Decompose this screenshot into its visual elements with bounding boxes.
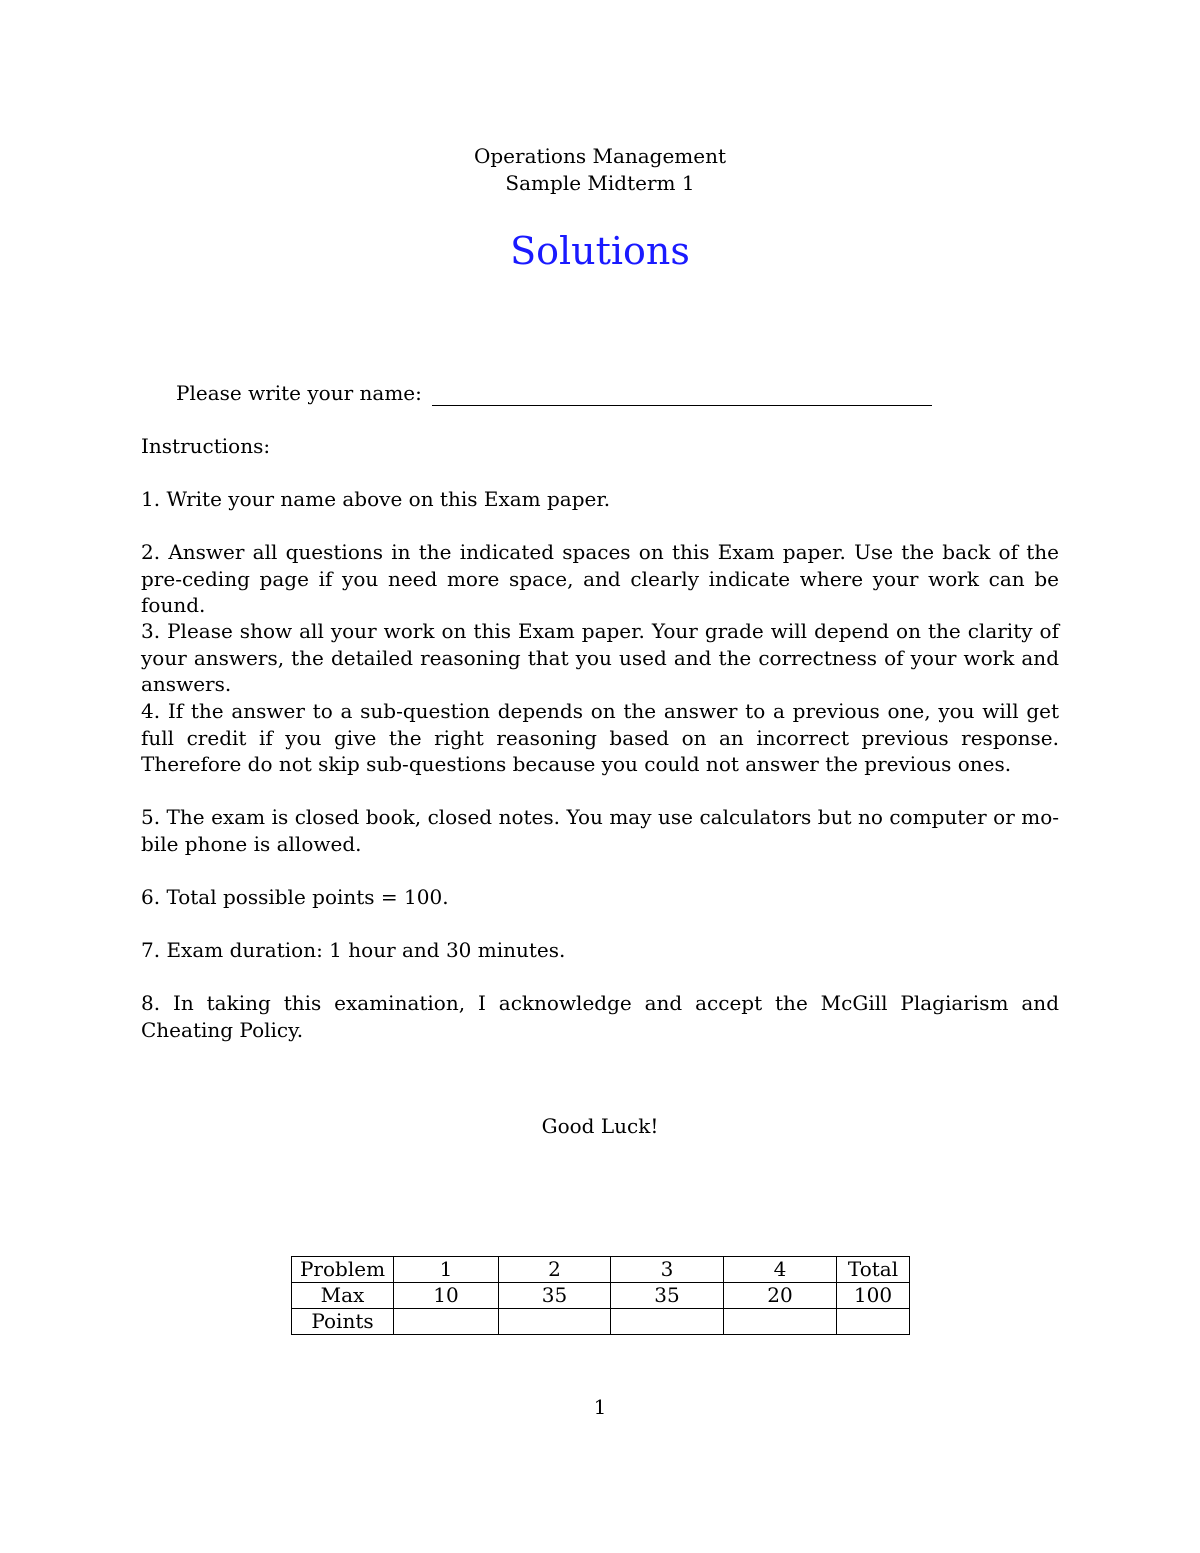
solutions-heading: Solutions — [510, 229, 690, 273]
table-cell: 10 — [394, 1283, 499, 1309]
page-number: 1 — [593, 1395, 607, 1419]
points-entry-cell — [611, 1309, 724, 1335]
table-cell: 2 — [499, 1257, 611, 1283]
table-cell: 4 — [724, 1257, 837, 1283]
score-table — [291, 1256, 910, 1335]
table-cell: 20 — [724, 1283, 837, 1309]
name-blank-line — [432, 387, 932, 406]
table-row — [292, 1257, 910, 1283]
table-cell: 3 — [611, 1257, 724, 1283]
table-row — [292, 1309, 910, 1335]
table-cell: 35 — [499, 1283, 611, 1309]
instruction-item: 4. If the answer to a sub-question depends on the answer to a previous one, you will get full credit if you give the right reasoning based on an incorrect previous response. Therefore do not skip sub-questions because you could not answer the previous ones. — [141, 699, 1059, 776]
table-cell: Points — [292, 1309, 394, 1335]
table-cell: 35 — [611, 1283, 724, 1309]
table-cell: 100 — [837, 1283, 910, 1309]
table-row — [292, 1283, 910, 1309]
table-cell: Max — [292, 1283, 394, 1309]
good-luck-text: Good Luck! — [541, 1114, 659, 1138]
name-prompt-label: Please write your name: — [176, 381, 422, 405]
instruction-item: 2. Answer all questions in the indicated spaces on this Exam paper. Use the back of the pre-ceding page if you need more space, and clearly indicate where your work can be found. — [141, 540, 1059, 617]
instruction-item: 3. Please show all your work on this Exam paper. Your grade will depend on the clarity of your answers, the detailed reasoning that you used and the correctness of your work and answers. — [141, 619, 1059, 696]
instructions-label: Instructions: — [141, 434, 271, 458]
points-entry-cell — [837, 1309, 910, 1335]
instruction-item: 7. Exam duration: 1 hour and 30 minutes. — [141, 938, 566, 962]
instruction-item: 5. The exam is closed book, closed notes. You may use calculators but no computer or mo-bile phone is allowed. — [141, 805, 1059, 856]
course-title: Operations Management — [473, 144, 727, 168]
table-cell: Problem — [292, 1257, 394, 1283]
instruction-item: 1. Write your name above on this Exam paper. — [141, 487, 611, 511]
table-cell: Total — [837, 1257, 910, 1283]
instruction-item: 6. Total possible points = 100. — [141, 885, 449, 909]
table-cell: 1 — [394, 1257, 499, 1283]
exam-title: Sample Midterm 1 — [505, 171, 695, 195]
points-entry-cell — [724, 1309, 837, 1335]
points-entry-cell — [394, 1309, 499, 1335]
name-field-row — [176, 380, 932, 406]
points-entry-cell — [499, 1309, 611, 1335]
instruction-item: 8. In taking this examination, I acknowledge and accept the McGill Plagiarism and Cheating Policy. — [141, 991, 1059, 1042]
